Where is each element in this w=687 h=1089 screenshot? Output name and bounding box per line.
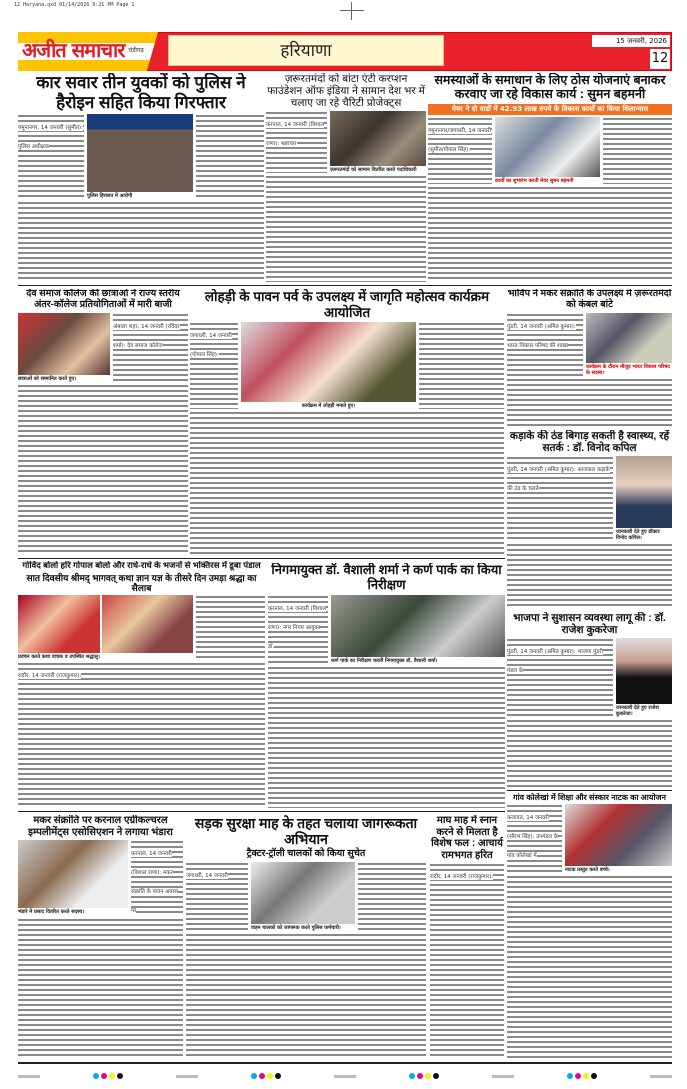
article	[18, 289, 188, 555]
article-body	[196, 595, 265, 660]
article-headline: ज़रूरतमंदों को बांटा एंटी करप्शन फाउंडेशन ऑफ इंडिया ने सामान देश भर में चलाए जा रहे चैरिटी प्रोजेक्ट्स	[267, 73, 425, 110]
photo-caption: छात्राओं को सम्मानित करते हुए।	[18, 375, 77, 382]
article-body	[428, 186, 672, 282]
crop-mark	[351, 2, 352, 20]
article	[428, 73, 672, 282]
article-headline: भाविप ने मकर संक्रांति के उपलक्ष्य में ज़रूरतमंदों को कंबल बांटे	[507, 289, 672, 310]
article-dateline: करनाल, 14 जनवरी (विशाल राणा): नगर निगम आयुक्त डॉ.	[268, 605, 327, 650]
article-dateline: रादौर, 14 जनवरी (राजकुमार):	[18, 673, 82, 680]
divider	[507, 790, 672, 791]
article-body	[268, 666, 505, 808]
article-body	[196, 114, 264, 199]
photo-caption: कर्ण पार्क का निरीक्षण करतीं निगमायुक्त डॉ. वैशाली शर्मा।	[331, 657, 438, 664]
print-slug: 12 Haryana.qxd 01/14/2026 9:21 PM Page 1	[14, 2, 135, 8]
article-headline: निगमायुक्त डॉ. वैशाली शर्मा ने कर्ण पार्क का किया निरीक्षण	[271, 563, 502, 592]
photo-caption: भंडारे में प्रसाद वितरित करते सदस्य।	[18, 909, 85, 915]
article	[268, 563, 505, 808]
photo-caption: कार्यों का शुभारंभ करती मेयर सुमन बहमनी	[495, 177, 574, 184]
article-headline: गांव कोलेखां में शिक्षा और संस्कार नाटक का आयोजन	[513, 793, 666, 802]
article	[266, 73, 426, 282]
article-subheadline: सात दिवसीय श्रीमद् भागवत् कथा ज्ञान यज्ञ के तीसरे दिन उमड़ा श्रद्धा का सैलाब	[26, 572, 257, 594]
article	[190, 289, 504, 555]
photo-caption: कार्यक्रम में लोहड़ी मनाते हुए।	[301, 403, 356, 410]
article-dateline: जगाधरी, 14 जनवरी	[186, 873, 228, 880]
article-photo	[18, 840, 128, 908]
article-body	[18, 201, 264, 282]
article-body	[603, 117, 672, 184]
article-headline: लोहड़ी के पावन पर्व के उपलक्ष्य में जागृति महोत्सव कार्यक्रम आयोजित	[204, 289, 490, 320]
photo-caption: ज़रूरतमंदों को सामान वितरित करते पदाधिकारी	[330, 167, 417, 174]
article-headline: देव समाज कॉलेज की छात्राओं ने राज्य स्तरीय अंतर-कॉलेज प्रतियोगिताओं में मारी बाजी	[26, 289, 180, 310]
article-body	[507, 378, 672, 426]
article-body	[266, 111, 327, 173]
article-photo	[495, 117, 600, 177]
article-body	[507, 543, 672, 608]
article	[507, 793, 672, 1058]
article-body	[18, 918, 183, 1058]
article	[507, 430, 672, 608]
article-dateline: रादौर, 14 जनवरी (राजकुमार):	[430, 874, 494, 880]
article-photo	[102, 595, 193, 653]
article	[18, 815, 183, 1058]
issue-date: 15 जनवरी, 2026	[592, 35, 670, 47]
article-body	[18, 662, 265, 808]
article	[186, 815, 426, 1058]
article-photo	[18, 313, 110, 375]
article-dateline: यमुनानगर/जगाधरी, 14 जनवरी (सुमीत/गोपाल सिंह):	[428, 127, 491, 153]
article-body	[507, 719, 672, 787]
article-body	[268, 595, 328, 664]
article-photo	[565, 804, 672, 866]
article-dateline: करनाल, 14 जनवरी (विशाल राणा): मकर संक्रांति के पावन अवसर पर	[131, 851, 179, 914]
article-photo	[18, 595, 100, 653]
article-dateline: जगाधरी, 14 जनवरी (गोपाल सिंह):	[190, 333, 232, 359]
article-headline: कार सवार तीन युवकों को पुलिस ने हैरोइन सहित किया गिरफ्तार	[36, 73, 246, 112]
article-body	[419, 322, 504, 409]
article-body	[507, 875, 672, 1058]
article-dateline: पुंडरी, 14 जनवरी (अमित कुमार): आजकल कड़ाके की ठंड के चलते	[507, 467, 610, 493]
article-dateline: पुंडरी, 14 जनवरी (अमित कुमार): भाजपा पुंडरी मंडल के	[507, 649, 603, 675]
article-body	[507, 313, 583, 376]
article-headline: भाजपा ने सुशासन व्यवस्था लागू की : डॉ. राजेश कुकरेजा	[513, 612, 666, 637]
article	[18, 73, 264, 282]
article-body	[131, 840, 183, 916]
article-headline: माघ माह में स्नान करने से मिलता है विशेष फल : आचार्य रामभगत हरित	[431, 815, 503, 861]
article-headline: गोविंद बोलो हरि गोपाल बोलो और राधे-राधे के भजनों से भक्तिरस में डूबा पंडाल	[22, 561, 261, 570]
article-body	[113, 313, 188, 382]
article-dateline: कलायत, 14 जनवरी (सौरभ सिंह): उपमंडल के गांव कोलेखां में	[507, 815, 559, 860]
article-body	[18, 384, 188, 555]
article-headline: मकर संक्रांति पर करनाल एग्रीकल्चरल इम्पलीमेंट्स एसोसिएशन ने लगाया भंडारा	[28, 815, 173, 838]
photo-caption: जानकारी देते हुए डॉक्टर विनोद कपिल।	[616, 529, 660, 542]
article-photo	[330, 111, 426, 166]
article-body	[507, 638, 613, 717]
article-banner: मेयर ने दो वार्डों में 42.93 लाख रुपये के विकास कार्यों का किया शिलान्यास	[428, 104, 672, 115]
article-body	[507, 456, 613, 541]
article-photo	[87, 114, 193, 192]
article	[507, 612, 672, 787]
article-photo	[616, 456, 672, 528]
divider	[18, 811, 505, 812]
article-dateline: करनाल, 14 जनवरी (विशाल राणा): भ्रष्टाचार	[266, 122, 325, 148]
article-body	[190, 411, 504, 555]
photo-caption: जानकारी देते हुए राजेश कुकरेजा।	[616, 705, 659, 718]
article-headline: सड़क सुरक्षा माह के तहत चलाया जागरूकता अभियान	[194, 815, 418, 848]
article-body	[430, 863, 504, 1058]
article-photo	[241, 322, 416, 402]
section-title: हरियाणा	[168, 35, 444, 66]
edition-city: चंडीगढ़	[128, 46, 144, 54]
photo-caption: वाहन चालकों को जागरूक करते पुलिस कर्मचारी।	[251, 925, 341, 932]
article-body	[186, 933, 426, 1058]
article-body	[190, 322, 238, 409]
masthead-logo-group	[22, 36, 144, 63]
article-headline: कड़ाके की ठंड बिगाड़ सकती है स्वास्थ्य, रहें सतर्क : डॉ. विनोद कपिल	[509, 430, 670, 455]
article-body	[186, 862, 248, 931]
article-body	[18, 114, 84, 199]
page-number: 12	[650, 49, 670, 69]
photo-caption: पुलिस हिरासत में आरोपी	[87, 193, 133, 200]
article-body	[266, 175, 426, 282]
photo-caption: नाटक प्रस्तुत करते बच्चे।	[565, 867, 610, 874]
newspaper-logo: अजीत समाचार	[22, 38, 125, 62]
divider	[18, 558, 505, 559]
article-body	[428, 117, 492, 184]
article-body	[358, 862, 426, 931]
article-headline: समस्याओं के समाधान के लिए ठोस योजनाएं बनाकर करवाए जा रहे विकास कार्य : सुमन बहमनी	[434, 73, 666, 102]
photo-caption: कार्यक्रम के दौरान मौजूद भारत विकास परिषद के सदस्य।	[586, 363, 670, 376]
article-photo	[616, 638, 672, 704]
registration-marks	[18, 1073, 672, 1079]
article	[430, 815, 504, 1058]
divider	[18, 285, 672, 286]
article-dateline: यमुनानगर, 14 जनवरी (सुमीत): पुलिस अधीक्षक	[18, 125, 83, 151]
article-subheadline: ट्रैक्टर-ट्रॉली चालकों को किया सुचेत	[246, 848, 366, 860]
article	[507, 289, 672, 426]
article-dateline: पुंडरी, 14 जनवरी (अमित कुमार): भारत विकास परिषद की शाखा	[507, 323, 576, 349]
article-dateline: अंबाला शहर, 14 जनवरी (रविंदर शर्मा): देव समाज कॉलेज	[113, 323, 180, 349]
photo-caption: प्रवचन करते कथा वाचक व उपस्थित श्रद्धालु।	[18, 654, 100, 661]
article	[18, 561, 265, 808]
article-photo	[586, 313, 672, 363]
article-body	[507, 804, 562, 873]
article-photo	[331, 595, 505, 657]
page-bottom-rule	[18, 1062, 672, 1064]
crop-mark	[340, 10, 364, 11]
article-photo	[251, 862, 355, 924]
